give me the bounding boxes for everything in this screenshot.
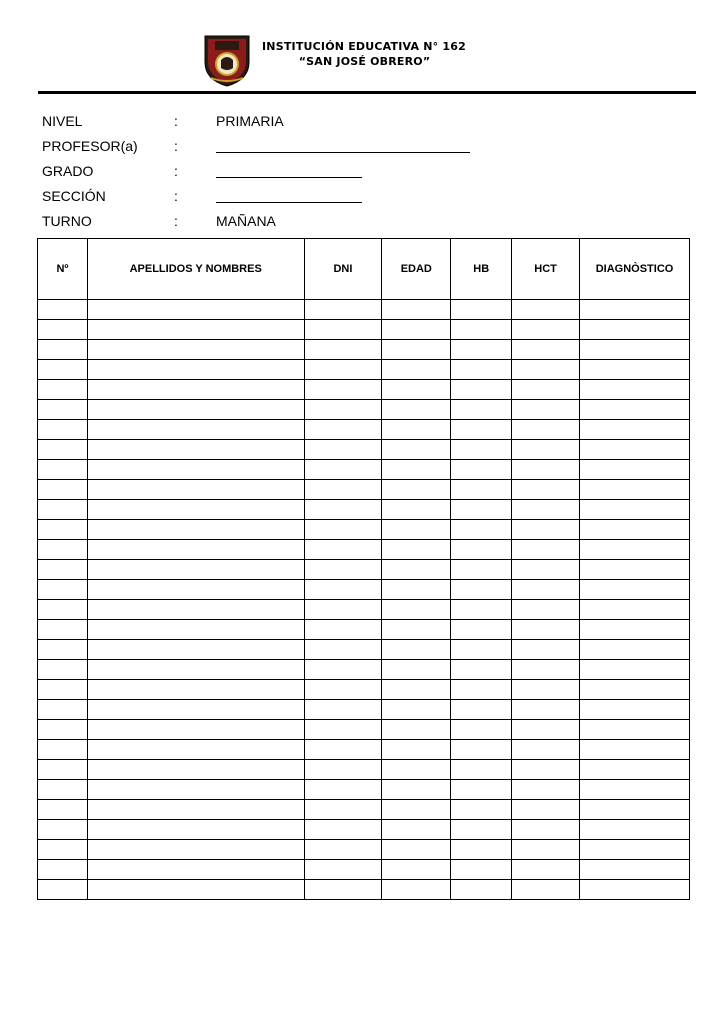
table-cell[interactable] bbox=[512, 360, 580, 380]
table-cell[interactable] bbox=[304, 800, 382, 820]
table-cell[interactable] bbox=[512, 480, 580, 500]
table-cell[interactable] bbox=[38, 540, 88, 560]
info-label: NIVEL bbox=[42, 113, 83, 129]
info-label: SECCIÓN bbox=[42, 188, 106, 204]
info-label: PROFESOR(a) bbox=[42, 138, 138, 154]
table-cell[interactable] bbox=[580, 740, 690, 760]
table-cell[interactable] bbox=[512, 640, 580, 660]
table-cell[interactable] bbox=[580, 440, 690, 460]
table-cell[interactable] bbox=[38, 640, 88, 660]
table-cell[interactable] bbox=[87, 440, 304, 460]
table-cell[interactable] bbox=[451, 500, 512, 520]
table-cell[interactable] bbox=[512, 660, 580, 680]
table-cell[interactable] bbox=[451, 860, 512, 880]
column-header-age: EDAD bbox=[382, 239, 451, 300]
table-cell[interactable] bbox=[451, 660, 512, 680]
table-cell[interactable] bbox=[451, 640, 512, 660]
table-row bbox=[38, 320, 690, 340]
table-cell[interactable] bbox=[382, 420, 451, 440]
table-cell[interactable] bbox=[451, 760, 512, 780]
table-cell[interactable] bbox=[451, 780, 512, 800]
table-cell[interactable] bbox=[580, 760, 690, 780]
table-cell[interactable] bbox=[304, 640, 382, 660]
table-row bbox=[38, 400, 690, 420]
table-cell[interactable] bbox=[580, 340, 690, 360]
table-cell[interactable] bbox=[382, 760, 451, 780]
info-colon: : bbox=[174, 113, 178, 129]
table-cell[interactable] bbox=[382, 620, 451, 640]
table-cell[interactable] bbox=[512, 680, 580, 700]
table-row bbox=[38, 660, 690, 680]
table-cell[interactable] bbox=[87, 600, 304, 620]
table-cell[interactable] bbox=[512, 300, 580, 320]
table-cell[interactable] bbox=[87, 540, 304, 560]
column-header-hct: HCT bbox=[512, 239, 580, 300]
table-cell[interactable] bbox=[304, 720, 382, 740]
grado-blank-line[interactable] bbox=[216, 163, 362, 181]
table-cell[interactable] bbox=[382, 340, 451, 360]
table-cell[interactable] bbox=[304, 380, 382, 400]
table-cell[interactable] bbox=[304, 300, 382, 320]
table-row bbox=[38, 820, 690, 840]
table-cell[interactable] bbox=[382, 740, 451, 760]
table-body bbox=[38, 300, 690, 900]
table-cell[interactable] bbox=[451, 740, 512, 760]
table-cell[interactable] bbox=[512, 880, 580, 900]
table-cell[interactable] bbox=[304, 480, 382, 500]
table-cell[interactable] bbox=[512, 460, 580, 480]
table-cell[interactable] bbox=[451, 480, 512, 500]
table-cell[interactable] bbox=[512, 820, 580, 840]
table-cell[interactable] bbox=[304, 420, 382, 440]
table-row bbox=[38, 840, 690, 860]
table-row bbox=[38, 580, 690, 600]
table-cell[interactable] bbox=[304, 600, 382, 620]
table-cell[interactable] bbox=[304, 400, 382, 420]
table-cell[interactable] bbox=[304, 780, 382, 800]
table-cell[interactable] bbox=[451, 420, 512, 440]
table-row bbox=[38, 620, 690, 640]
table-cell[interactable] bbox=[38, 500, 88, 520]
table-cell[interactable] bbox=[382, 380, 451, 400]
table-cell[interactable] bbox=[87, 640, 304, 660]
table-cell[interactable] bbox=[304, 520, 382, 540]
table-cell[interactable] bbox=[87, 500, 304, 520]
table-row bbox=[38, 380, 690, 400]
table-cell[interactable] bbox=[382, 820, 451, 840]
table-row bbox=[38, 760, 690, 780]
table-cell[interactable] bbox=[382, 480, 451, 500]
table-cell[interactable] bbox=[87, 420, 304, 440]
table-cell[interactable] bbox=[451, 340, 512, 360]
table-row bbox=[38, 340, 690, 360]
table-cell[interactable] bbox=[87, 700, 304, 720]
table-cell[interactable] bbox=[382, 640, 451, 660]
table-cell[interactable] bbox=[451, 720, 512, 740]
table-row bbox=[38, 420, 690, 440]
table-cell[interactable] bbox=[382, 440, 451, 460]
table-row bbox=[38, 600, 690, 620]
table-cell[interactable] bbox=[451, 300, 512, 320]
table-cell[interactable] bbox=[512, 440, 580, 460]
school-title bbox=[262, 40, 467, 68]
profesor-blank-line[interactable] bbox=[216, 138, 470, 156]
table-cell[interactable] bbox=[512, 380, 580, 400]
table-cell[interactable] bbox=[512, 520, 580, 540]
table-cell[interactable] bbox=[512, 600, 580, 620]
table-cell[interactable] bbox=[580, 460, 690, 480]
header-divider bbox=[38, 91, 696, 94]
table-cell[interactable] bbox=[580, 840, 690, 860]
table-cell[interactable] bbox=[382, 700, 451, 720]
table-row bbox=[38, 440, 690, 460]
column-header-hb: HB bbox=[451, 239, 512, 300]
table-row bbox=[38, 860, 690, 880]
table-cell[interactable] bbox=[451, 620, 512, 640]
table-cell[interactable] bbox=[304, 860, 382, 880]
table-cell[interactable] bbox=[512, 320, 580, 340]
table-cell[interactable] bbox=[87, 480, 304, 500]
table-row bbox=[38, 880, 690, 900]
table-cell[interactable] bbox=[87, 880, 304, 900]
table-cell[interactable] bbox=[38, 680, 88, 700]
table-cell[interactable] bbox=[382, 660, 451, 680]
table-cell[interactable] bbox=[382, 560, 451, 580]
table-cell[interactable] bbox=[38, 620, 88, 640]
institution-subname: “SAN JOSÉ OBRERO” bbox=[298, 55, 431, 68]
table-cell[interactable] bbox=[382, 780, 451, 800]
table-cell[interactable] bbox=[580, 300, 690, 320]
table-cell[interactable] bbox=[580, 680, 690, 700]
table-cell[interactable] bbox=[87, 620, 304, 640]
table-cell[interactable] bbox=[382, 520, 451, 540]
table-cell[interactable] bbox=[580, 520, 690, 540]
table-cell[interactable] bbox=[87, 780, 304, 800]
table-cell[interactable] bbox=[451, 840, 512, 860]
table-cell[interactable] bbox=[512, 720, 580, 740]
column-header-names: APELLIDOS Y NOMBRES bbox=[87, 239, 304, 300]
table-cell[interactable] bbox=[38, 320, 88, 340]
table-cell[interactable] bbox=[451, 600, 512, 620]
table-cell[interactable] bbox=[382, 720, 451, 740]
table-cell[interactable] bbox=[512, 800, 580, 820]
info-label: GRADO bbox=[42, 163, 94, 179]
table-row bbox=[38, 500, 690, 520]
table-cell[interactable] bbox=[512, 740, 580, 760]
table-cell[interactable] bbox=[382, 800, 451, 820]
table-cell[interactable] bbox=[38, 400, 88, 420]
table-cell[interactable] bbox=[382, 360, 451, 380]
table-cell[interactable] bbox=[87, 800, 304, 820]
table-cell[interactable] bbox=[87, 340, 304, 360]
table-cell[interactable] bbox=[38, 360, 88, 380]
table-row bbox=[38, 700, 690, 720]
table-cell[interactable] bbox=[382, 320, 451, 340]
table-cell[interactable] bbox=[38, 700, 88, 720]
table-cell[interactable] bbox=[304, 540, 382, 560]
table-row bbox=[38, 540, 690, 560]
table-row bbox=[38, 360, 690, 380]
table-cell[interactable] bbox=[580, 720, 690, 740]
table-row bbox=[38, 740, 690, 760]
table-cell[interactable] bbox=[304, 880, 382, 900]
table-cell[interactable] bbox=[451, 380, 512, 400]
table-cell[interactable] bbox=[382, 840, 451, 860]
table-cell[interactable] bbox=[451, 800, 512, 820]
table-cell[interactable] bbox=[304, 360, 382, 380]
table-cell[interactable] bbox=[304, 660, 382, 680]
table-cell[interactable] bbox=[87, 560, 304, 580]
table-cell[interactable] bbox=[580, 540, 690, 560]
table-cell[interactable] bbox=[580, 620, 690, 640]
table-cell[interactable] bbox=[87, 660, 304, 680]
table-cell[interactable] bbox=[38, 600, 88, 620]
table-cell[interactable] bbox=[451, 360, 512, 380]
table-cell[interactable] bbox=[304, 560, 382, 580]
table-cell[interactable] bbox=[87, 720, 304, 740]
table-cell[interactable] bbox=[38, 860, 88, 880]
table-cell[interactable] bbox=[512, 700, 580, 720]
table-cell[interactable] bbox=[38, 440, 88, 460]
table-cell[interactable] bbox=[580, 360, 690, 380]
table-cell[interactable] bbox=[512, 560, 580, 580]
table-cell[interactable] bbox=[580, 860, 690, 880]
table-cell[interactable] bbox=[451, 560, 512, 580]
table-cell[interactable] bbox=[580, 320, 690, 340]
info-colon: : bbox=[174, 188, 178, 204]
table-cell[interactable] bbox=[304, 580, 382, 600]
table-row bbox=[38, 780, 690, 800]
column-header-number: Nº bbox=[38, 239, 88, 300]
table-cell[interactable] bbox=[512, 540, 580, 560]
table-cell[interactable] bbox=[87, 680, 304, 700]
table-cell[interactable] bbox=[512, 620, 580, 640]
table-cell[interactable] bbox=[512, 860, 580, 880]
school-crest-icon bbox=[201, 32, 253, 88]
table-cell[interactable] bbox=[38, 480, 88, 500]
table-cell[interactable] bbox=[382, 400, 451, 420]
table-cell[interactable] bbox=[38, 880, 88, 900]
table-cell[interactable] bbox=[512, 400, 580, 420]
info-value: MAÑANA bbox=[216, 213, 276, 229]
info-colon: : bbox=[174, 163, 178, 179]
table-cell[interactable] bbox=[38, 820, 88, 840]
table-cell[interactable] bbox=[580, 640, 690, 660]
column-header-dni: DNI bbox=[304, 239, 382, 300]
table-cell[interactable] bbox=[38, 520, 88, 540]
table-cell[interactable] bbox=[304, 840, 382, 860]
table-cell[interactable] bbox=[382, 540, 451, 560]
table-cell[interactable] bbox=[451, 400, 512, 420]
table-cell[interactable] bbox=[38, 340, 88, 360]
table-cell[interactable] bbox=[38, 300, 88, 320]
table-cell[interactable] bbox=[38, 800, 88, 820]
table-cell[interactable] bbox=[512, 780, 580, 800]
info-colon: : bbox=[174, 138, 178, 154]
table-cell[interactable] bbox=[512, 760, 580, 780]
table-cell[interactable] bbox=[38, 840, 88, 860]
table-cell[interactable] bbox=[451, 440, 512, 460]
table-cell[interactable] bbox=[451, 460, 512, 480]
table-cell[interactable] bbox=[304, 340, 382, 360]
table-cell[interactable] bbox=[87, 520, 304, 540]
table-cell[interactable] bbox=[451, 520, 512, 540]
table-cell[interactable] bbox=[512, 420, 580, 440]
table-cell[interactable] bbox=[580, 560, 690, 580]
table-cell[interactable] bbox=[580, 820, 690, 840]
table-row bbox=[38, 800, 690, 820]
table-cell[interactable] bbox=[38, 740, 88, 760]
table-cell[interactable] bbox=[451, 700, 512, 720]
table-cell[interactable] bbox=[38, 560, 88, 580]
student-table bbox=[37, 238, 690, 900]
info-colon: : bbox=[174, 213, 178, 229]
column-header-diagnosis: DIAGNÒSTICO bbox=[580, 239, 690, 300]
table-cell[interactable] bbox=[87, 460, 304, 480]
table-cell[interactable] bbox=[580, 600, 690, 620]
table-cell[interactable] bbox=[87, 820, 304, 840]
table-cell[interactable] bbox=[451, 540, 512, 560]
table-cell[interactable] bbox=[580, 800, 690, 820]
table-cell[interactable] bbox=[87, 860, 304, 880]
table-cell[interactable] bbox=[87, 580, 304, 600]
table-cell[interactable] bbox=[304, 320, 382, 340]
info-value: PRIMARIA bbox=[216, 113, 284, 129]
table-cell[interactable] bbox=[382, 460, 451, 480]
table-cell[interactable] bbox=[87, 840, 304, 860]
table-cell[interactable] bbox=[451, 680, 512, 700]
table-cell[interactable] bbox=[304, 760, 382, 780]
table-row bbox=[38, 560, 690, 580]
table-cell[interactable] bbox=[87, 320, 304, 340]
table-cell[interactable] bbox=[38, 420, 88, 440]
table-cell[interactable] bbox=[382, 600, 451, 620]
table-cell[interactable] bbox=[304, 620, 382, 640]
table-cell[interactable] bbox=[304, 440, 382, 460]
table-row bbox=[38, 300, 690, 320]
table-cell[interactable] bbox=[580, 480, 690, 500]
table-cell[interactable] bbox=[580, 400, 690, 420]
table-cell[interactable] bbox=[580, 380, 690, 400]
table-cell[interactable] bbox=[580, 780, 690, 800]
table-cell[interactable] bbox=[580, 420, 690, 440]
table-cell[interactable] bbox=[512, 340, 580, 360]
table-cell[interactable] bbox=[580, 580, 690, 600]
table-cell[interactable] bbox=[304, 680, 382, 700]
table-cell[interactable] bbox=[38, 760, 88, 780]
table-cell[interactable] bbox=[382, 580, 451, 600]
table-row bbox=[38, 640, 690, 660]
table-cell[interactable] bbox=[38, 580, 88, 600]
table-cell[interactable] bbox=[382, 880, 451, 900]
table-cell[interactable] bbox=[512, 840, 580, 860]
table-row bbox=[38, 460, 690, 480]
info-label: TURNO bbox=[42, 213, 92, 229]
table-cell[interactable] bbox=[87, 760, 304, 780]
table-cell[interactable] bbox=[451, 880, 512, 900]
table-cell[interactable] bbox=[451, 320, 512, 340]
table-cell[interactable] bbox=[38, 780, 88, 800]
table-cell[interactable] bbox=[512, 580, 580, 600]
table-cell[interactable] bbox=[580, 660, 690, 680]
table-cell[interactable] bbox=[382, 300, 451, 320]
table-row bbox=[38, 520, 690, 540]
table-cell[interactable] bbox=[38, 380, 88, 400]
seccion-blank-line[interactable] bbox=[216, 188, 362, 206]
table-cell[interactable] bbox=[451, 820, 512, 840]
table-row bbox=[38, 720, 690, 740]
table-cell[interactable] bbox=[87, 360, 304, 380]
table-header-row bbox=[38, 239, 690, 300]
table-cell[interactable] bbox=[580, 500, 690, 520]
table-cell[interactable] bbox=[451, 580, 512, 600]
table-cell[interactable] bbox=[304, 740, 382, 760]
table-cell[interactable] bbox=[304, 460, 382, 480]
table-row bbox=[38, 480, 690, 500]
table-cell[interactable] bbox=[87, 300, 304, 320]
table-cell[interactable] bbox=[382, 500, 451, 520]
table-cell[interactable] bbox=[304, 500, 382, 520]
table-cell[interactable] bbox=[580, 700, 690, 720]
table-cell[interactable] bbox=[382, 860, 451, 880]
table-cell[interactable] bbox=[38, 460, 88, 480]
table-cell[interactable] bbox=[38, 660, 88, 680]
table-cell[interactable] bbox=[512, 500, 580, 520]
table-cell[interactable] bbox=[580, 880, 690, 900]
table-cell[interactable] bbox=[38, 720, 88, 740]
table-cell[interactable] bbox=[87, 380, 304, 400]
table-cell[interactable] bbox=[304, 820, 382, 840]
table-cell[interactable] bbox=[87, 740, 304, 760]
table-cell[interactable] bbox=[87, 400, 304, 420]
table-row bbox=[38, 680, 690, 700]
table-cell[interactable] bbox=[304, 700, 382, 720]
table-cell[interactable] bbox=[382, 680, 451, 700]
institution-name: INSTITUCIÓN EDUCATIVA N° 162 bbox=[262, 40, 466, 53]
